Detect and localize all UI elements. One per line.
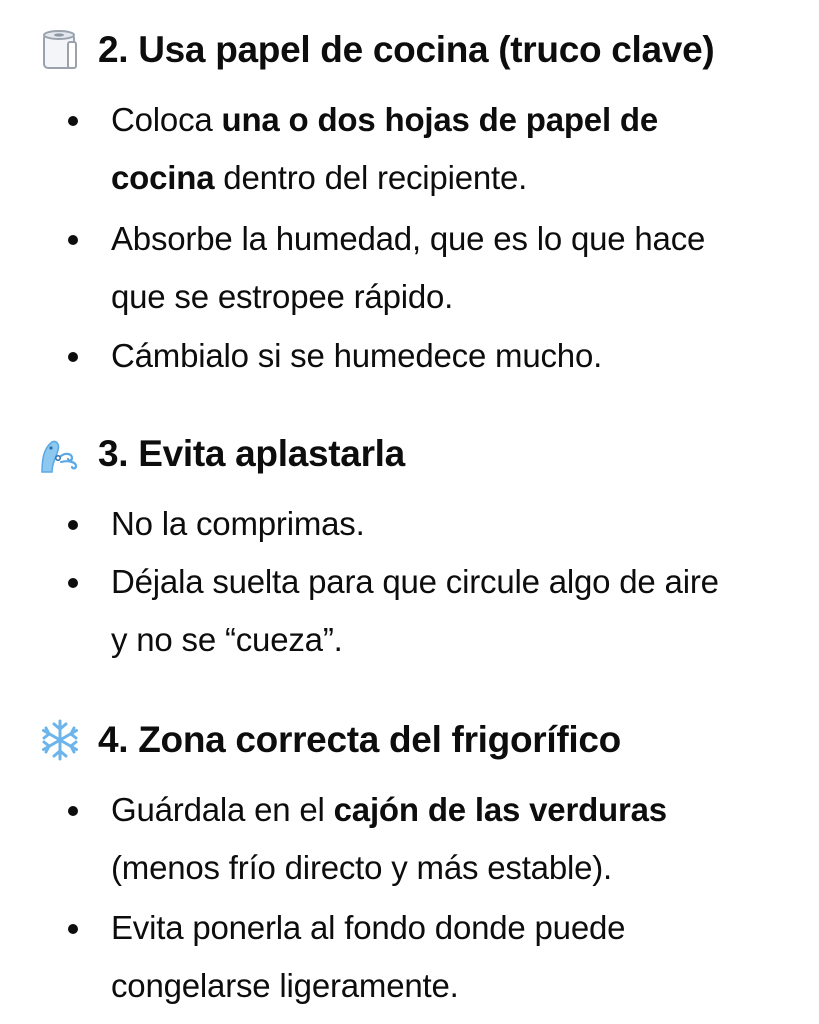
bullet-dot xyxy=(68,352,78,362)
bold-phrase: cajón de las verduras xyxy=(333,791,667,828)
bullet-dot xyxy=(68,235,78,245)
bold-phrase: una o dos hojas de papel de xyxy=(221,101,659,138)
section-title: 3. Evita aplastarla xyxy=(98,433,405,474)
bullet-dot xyxy=(68,520,78,530)
bullet-dot xyxy=(68,924,78,934)
bullet-dot xyxy=(68,116,78,126)
bullet-line: Evita ponerla al fondo donde puede xyxy=(111,909,626,946)
section-title: 4. Zona correcta del frigorífico xyxy=(98,719,621,760)
bullet-dot xyxy=(68,578,78,588)
bullet-line: congelarse ligeramente. xyxy=(111,967,459,1004)
bullet-text xyxy=(111,495,801,553)
bullet-text xyxy=(111,781,801,897)
bullet-line: que se estropee rápido. xyxy=(111,278,454,315)
bullet-text xyxy=(111,91,801,207)
section-title: 2. Usa papel de cocina (truco clave) xyxy=(98,29,715,70)
bullet-line: (menos frío directo y más estable). xyxy=(111,849,613,886)
bullet-line: cocina dentro del recipiente. xyxy=(111,159,528,196)
bullet-text xyxy=(111,327,801,385)
bullet-line: Absorbe la humedad, que es lo que hace xyxy=(111,220,706,257)
section-heading xyxy=(38,710,621,770)
bullet-text xyxy=(111,553,801,669)
bullet-line: Déjala suelta para que circule algo de aire xyxy=(111,563,719,600)
toilet-paper-roll-icon xyxy=(38,28,82,72)
bullet-line: Coloca una o dos hojas de papel de xyxy=(111,101,659,138)
bold-phrase: cocina xyxy=(111,159,215,196)
bullet-text xyxy=(111,899,801,1015)
snowflake-icon xyxy=(38,718,82,762)
section-heading xyxy=(38,20,714,80)
bullet-text xyxy=(111,210,801,326)
wind-face-icon xyxy=(38,432,82,476)
bullet-line: Guárdala en el cajón de las verduras xyxy=(111,791,667,828)
section-heading xyxy=(38,424,405,484)
bullet-dot xyxy=(68,806,78,816)
bullet-line: y no se “cueza”. xyxy=(111,621,343,658)
bullet-line: No la comprimas. xyxy=(111,505,365,542)
bullet-line: Cámbialo si se humedece mucho. xyxy=(111,337,603,374)
